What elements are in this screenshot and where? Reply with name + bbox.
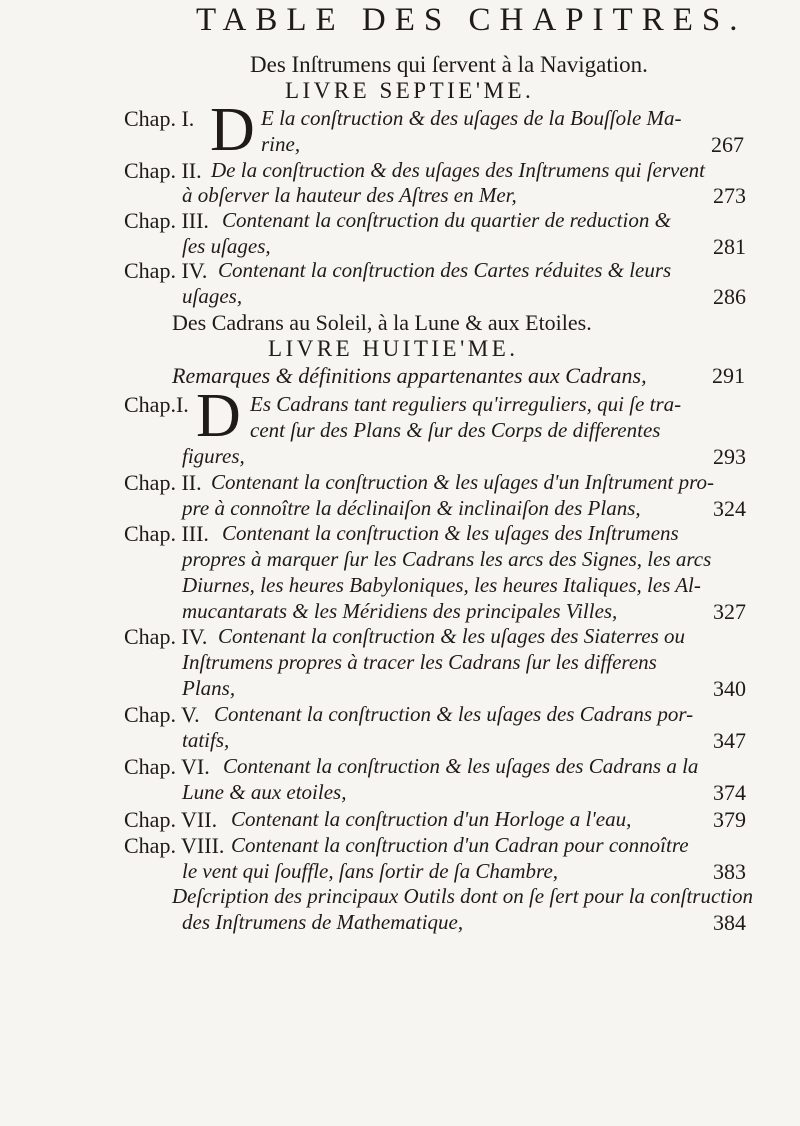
page-title: TABLE DES CHAPITRES. — [196, 2, 747, 38]
toc-entry — [126, 521, 746, 627]
chapter-label: Chap. VIII. — [124, 833, 225, 858]
chapter-title-line: Contenant la conſtruction & les uſages des Siaterres ou — [218, 624, 686, 648]
book-heading-8: LIVRE HUITIE'ME. — [268, 336, 519, 361]
chapter-title-line: Contenant la conſtruction d'un Horloge a l'eau, — [231, 807, 632, 831]
chapter-title-line: Contenant la conſtruction du quartier de reduction & — [222, 208, 671, 232]
toc-entry — [126, 208, 746, 262]
toc-entry — [126, 807, 746, 835]
page-number: 383 — [713, 859, 746, 884]
chapter-title-line: Contenant la conſtruction & les uſages d'un Inſtrument pro- — [211, 470, 715, 494]
chapter-title-line: mucantarats & les Méridiens des principales Villes, — [182, 599, 618, 623]
chapter-label: Chap. I. — [124, 106, 195, 131]
chapter-title-line: Contenant la conſtruction & les uſages des Cadrans por- — [214, 702, 694, 726]
chapter-label: Chap. II. — [124, 470, 202, 495]
remarks-entry — [172, 363, 745, 389]
description-line: Deſcription des principaux Outils dont on ſe ſert pour la conſtruction — [172, 884, 753, 908]
page-number: 273 — [713, 183, 746, 208]
page-number: 286 — [713, 284, 746, 309]
remarks-title: Remarques & définitions appartenantes aux Cadrans, — [172, 363, 647, 388]
chapter-title-line: Diurnes, les heures Babyloniques, les heures Italiques, les Al- — [182, 573, 701, 597]
toc-entry — [124, 382, 746, 476]
chapter-title-line: Inſtrumens propres à tracer les Cadrans ſur les differens — [182, 650, 657, 674]
section-heading: Des Cadrans au Soleil, à la Lune & aux Etoiles. — [172, 310, 592, 335]
toc-entry — [126, 258, 746, 312]
toc-entry — [126, 833, 746, 887]
chapter-label: Chap. IV. — [124, 258, 208, 283]
chapter-label: Chap.I. — [124, 392, 189, 417]
toc-entry — [126, 702, 746, 756]
description-line: des Inſtrumens de Mathematique, — [182, 910, 464, 934]
chapter-label: Chap. VII. — [124, 807, 218, 832]
chapter-title-line: uſages, — [182, 284, 243, 308]
page-number: 347 — [713, 728, 746, 753]
chapter-title-line: ſes uſages, — [182, 234, 271, 258]
chapter-title-line: Es Cadrans tant reguliers qu'irreguliers, qui ſe tra- — [250, 392, 682, 416]
toc-entry — [126, 624, 746, 704]
page-subtitle: Des Inſtrumens qui ſervent à la Navigation. — [250, 52, 648, 77]
chapter-label: Chap. III. — [124, 521, 209, 546]
chapter-title-line: cent ſur des Plans & ſur des Corps de differentes — [250, 418, 661, 442]
page-number: 293 — [713, 444, 746, 469]
toc-entry — [126, 754, 746, 808]
chapter-label: Chap. V. — [124, 702, 200, 727]
page-number: 327 — [713, 599, 746, 624]
toc-entry — [126, 158, 746, 212]
chapter-label: Chap. IV. — [124, 624, 208, 649]
chapter-title-line: Lune & aux etoiles, — [182, 780, 347, 804]
toc-entry — [126, 470, 746, 524]
drop-cap: D — [210, 96, 255, 164]
page-number: 374 — [713, 780, 746, 805]
chapter-title-line: pre à connoître la déclinaiſon & inclinaiſon des Plans, — [182, 496, 641, 520]
chapter-title-line: Contenant la conſtruction & les uſages des Inſtrumens — [222, 521, 679, 545]
page-number: 379 — [713, 807, 746, 832]
chapter-label: Chap. III. — [124, 208, 209, 233]
chapter-title-line: le vent qui ſouffle, ſans ſortir de ſa Chambre, — [182, 859, 559, 883]
chapter-title-line: figures, — [182, 444, 245, 468]
chapter-label: Chap. VI. — [124, 754, 210, 779]
book-heading-7: LIVRE SEPTIE'ME. — [285, 78, 535, 103]
chapter-title-line: Plans, — [182, 676, 236, 700]
page-number: 267 — [711, 132, 744, 157]
chapter-label: Chap. II. — [124, 158, 202, 183]
chapter-title-line: tatifs, — [182, 728, 230, 752]
page-number: 281 — [713, 234, 746, 259]
chapter-title-line: De la conſtruction & des uſages des Inſtrumens qui ſervent — [211, 158, 706, 182]
chapter-title-line: E la conſtruction & des uſages de la Bouſſole Ma- — [261, 106, 682, 130]
page-number: 384 — [713, 910, 746, 935]
chapter-title-line: propres à marquer ſur les Cadrans les arcs des Signes, les arcs — [182, 547, 712, 571]
chapter-title-line: Contenant la conſtruction d'un Cadran pour connoître — [231, 833, 689, 857]
chapter-title-line: à obſerver la hauteur des Aſtres en Mer, — [182, 183, 517, 207]
page-number: 291 — [712, 363, 745, 388]
chapter-title-line: Contenant la conſtruction des Cartes réduites & leurs — [218, 258, 672, 282]
chapter-title-line: Contenant la conſtruction & les uſages des Cadrans a la — [223, 754, 699, 778]
page-number: 340 — [713, 676, 746, 701]
toc-entry-description — [172, 884, 753, 938]
chapter-title-line: rine, — [261, 132, 301, 156]
drop-cap: D — [196, 382, 241, 450]
page-number: 324 — [713, 496, 746, 521]
